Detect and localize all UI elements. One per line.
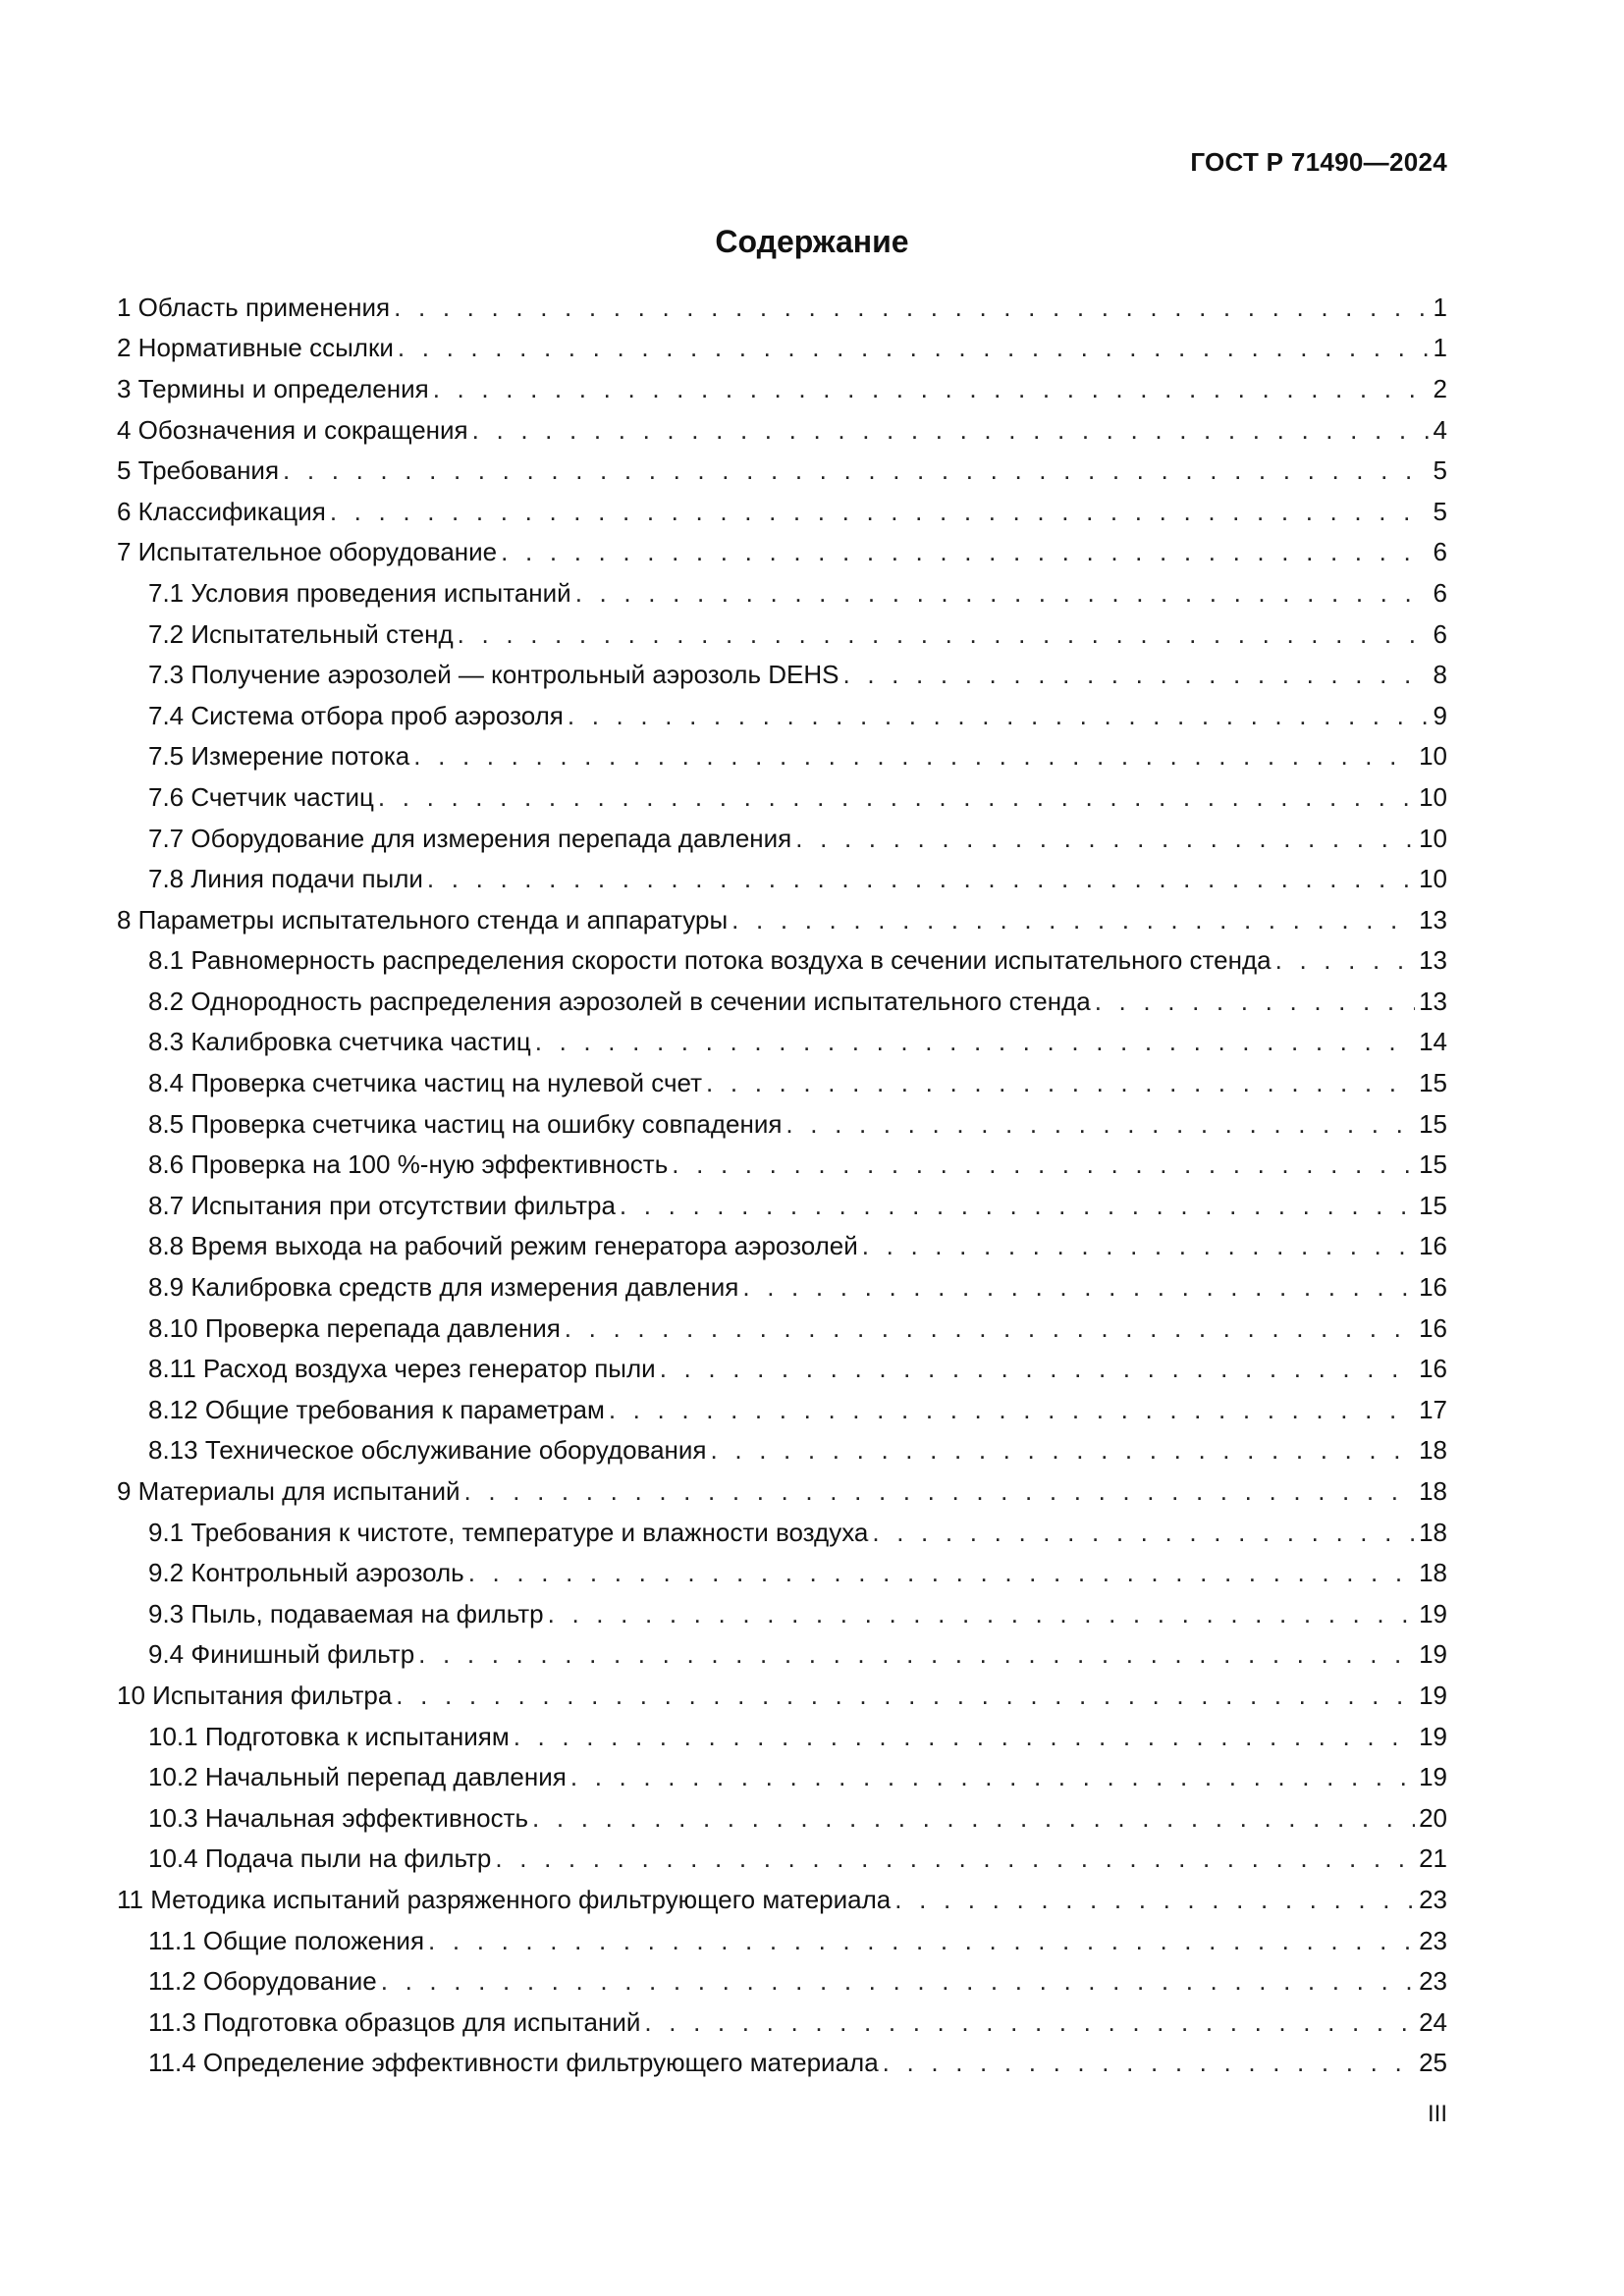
toc-dot-leader bbox=[575, 578, 1430, 608]
toc-entry-title: 11 Методика испытаний разряженного фильтрующего материала bbox=[117, 1884, 892, 1914]
toc-entry-page: 13 bbox=[1419, 986, 1447, 1016]
toc-entry-title: 7.8 Линия подачи пыли bbox=[148, 864, 423, 894]
toc-entry-page: 17 bbox=[1419, 1394, 1447, 1424]
toc-entry[interactable] bbox=[117, 532, 1447, 573]
toc-entry[interactable] bbox=[117, 368, 1447, 409]
toc-entry[interactable] bbox=[117, 614, 1447, 655]
toc-entry-title: 2 Нормативные ссылки bbox=[117, 333, 394, 363]
toc-entry-page: 15 bbox=[1419, 1068, 1447, 1098]
toc-entry-title: 10.1 Подготовка к испытаниям bbox=[148, 1721, 510, 1751]
toc-entry-title: 8.3 Калибровка счетчика частиц bbox=[148, 1027, 531, 1057]
toc-dot-leader bbox=[394, 293, 1429, 322]
toc-dot-leader bbox=[731, 905, 1415, 934]
toc-entry-page: 10 bbox=[1419, 864, 1447, 894]
toc-entry[interactable] bbox=[117, 1552, 1447, 1593]
toc-entry[interactable] bbox=[117, 1226, 1447, 1267]
toc-entry-page: 19 bbox=[1419, 1639, 1447, 1670]
toc-entry[interactable] bbox=[117, 1185, 1447, 1226]
toc-entry[interactable] bbox=[117, 1879, 1447, 1920]
toc-entry-title: 7.4 Система отбора проб аэрозоля bbox=[148, 700, 564, 730]
toc-entry-title: 11.2 Оборудование bbox=[148, 1966, 377, 1997]
toc-entry[interactable] bbox=[117, 2043, 1447, 2084]
toc-entry-page: 9 bbox=[1433, 700, 1447, 730]
toc-entry-title: 9.2 Контрольный аэрозоль bbox=[148, 1558, 464, 1588]
toc-entry[interactable] bbox=[117, 1103, 1447, 1145]
toc-entry-page: 13 bbox=[1419, 945, 1447, 976]
toc-entry-page: 5 bbox=[1433, 455, 1447, 486]
toc-entry-page: 1 bbox=[1433, 333, 1447, 363]
toc-entry-page: 16 bbox=[1419, 1312, 1447, 1343]
toc-entry-title: 10 Испытания фильтра bbox=[117, 1680, 393, 1710]
toc-entry-title: 7.3 Получение аэрозолей — контрольный аэрозоль DEHS bbox=[148, 660, 839, 690]
toc-entry-title: 11.3 Подготовка образцов для испытаний bbox=[148, 2006, 641, 2037]
toc-entry[interactable] bbox=[117, 1593, 1447, 1634]
toc-dot-leader bbox=[742, 1272, 1415, 1302]
toc-dot-leader bbox=[883, 2048, 1415, 2077]
toc-entry[interactable] bbox=[117, 1308, 1447, 1349]
toc-entry-page: 21 bbox=[1419, 1843, 1447, 1874]
toc-dot-leader bbox=[428, 1926, 1415, 1955]
toc-dot-leader bbox=[532, 1803, 1415, 1833]
toc-dot-leader bbox=[894, 1885, 1415, 1914]
toc-dot-leader bbox=[283, 455, 1430, 485]
toc-entry[interactable] bbox=[117, 940, 1447, 982]
toc-entry[interactable] bbox=[117, 491, 1447, 532]
toc-dot-leader bbox=[568, 701, 1430, 730]
toc-dot-leader bbox=[472, 415, 1430, 445]
toc-entry-page: 4 bbox=[1433, 414, 1447, 445]
toc-dot-leader bbox=[620, 1191, 1415, 1220]
toc-dot-leader bbox=[381, 1966, 1415, 1996]
toc-entry-page: 8 bbox=[1433, 660, 1447, 690]
toc-entry[interactable] bbox=[117, 287, 1447, 328]
toc-entry-page: 6 bbox=[1433, 618, 1447, 649]
toc-entry-title: 7.1 Условия проведения испытаний bbox=[148, 577, 571, 608]
toc-entry-page: 24 bbox=[1419, 2006, 1447, 2037]
toc-entry[interactable] bbox=[117, 736, 1447, 777]
toc-entry[interactable] bbox=[117, 450, 1447, 491]
toc-entry[interactable] bbox=[117, 1022, 1447, 1063]
toc-entry-page: 1 bbox=[1433, 292, 1447, 322]
toc-dot-leader bbox=[433, 374, 1430, 403]
toc-entry[interactable] bbox=[117, 776, 1447, 818]
toc-entry-page: 13 bbox=[1419, 904, 1447, 934]
toc-entry[interactable] bbox=[117, 1512, 1447, 1553]
toc-entry-title: 7.6 Счетчик частиц bbox=[148, 781, 374, 812]
toc-entry[interactable] bbox=[117, 1920, 1447, 1961]
toc-entry-title: 7.7 Оборудование для измерения перепада давления bbox=[148, 823, 792, 853]
toc-entry-page: 6 bbox=[1433, 537, 1447, 567]
toc-dot-leader bbox=[672, 1149, 1415, 1179]
toc-entry-page: 10 bbox=[1419, 781, 1447, 812]
toc-dot-leader bbox=[418, 1639, 1415, 1669]
toc-dot-leader bbox=[1095, 987, 1415, 1016]
toc-dot-leader bbox=[565, 1313, 1415, 1343]
toc-dot-leader bbox=[706, 1068, 1415, 1097]
toc-dot-leader bbox=[609, 1395, 1415, 1424]
toc-entry-title: 6 Классификация bbox=[117, 496, 326, 526]
toc-dot-leader bbox=[872, 1518, 1415, 1547]
toc-entry-title: 7 Испытательное оборудование bbox=[117, 537, 498, 567]
toc-dot-leader bbox=[468, 1558, 1415, 1587]
toc-entry-title: 1 Область применения bbox=[117, 292, 391, 322]
toc-entry[interactable] bbox=[117, 572, 1447, 614]
toc-entry-title: 7.5 Измерение потока bbox=[148, 741, 410, 772]
toc-dot-leader bbox=[398, 333, 1430, 362]
toc-entry-title: 10.4 Подача пыли на фильтр bbox=[148, 1843, 492, 1874]
toc-entry-page: 15 bbox=[1419, 1149, 1447, 1180]
toc-entry[interactable] bbox=[117, 1470, 1447, 1512]
toc-entry[interactable] bbox=[117, 1756, 1447, 1797]
toc-entry[interactable] bbox=[117, 1430, 1447, 1471]
toc-dot-leader bbox=[378, 782, 1415, 812]
toc-entry-page: 16 bbox=[1419, 1354, 1447, 1384]
toc-entry-page: 23 bbox=[1419, 1966, 1447, 1997]
toc-entry-title: 8.9 Калибровка средств для измерения давления bbox=[148, 1272, 739, 1303]
toc-entry[interactable] bbox=[117, 1634, 1447, 1676]
toc-entry-title: 8.8 Время выхода на рабочий режим генератора аэрозолей bbox=[148, 1231, 858, 1261]
toc-dot-leader bbox=[495, 1843, 1415, 1873]
toc-entry-page: 10 bbox=[1419, 741, 1447, 772]
toc-entry-page: 19 bbox=[1419, 1598, 1447, 1629]
toc-dot-leader bbox=[396, 1681, 1415, 1710]
toc-dot-leader bbox=[644, 2007, 1415, 2037]
toc-dot-leader bbox=[570, 1762, 1415, 1791]
table-of-contents bbox=[117, 287, 1447, 2083]
toc-dot-leader bbox=[795, 824, 1415, 853]
toc-entry-title: 8.1 Равномерность распределения скорости потока воздуха в сечении испытательного стенда bbox=[148, 945, 1272, 976]
toc-dot-leader bbox=[842, 660, 1429, 689]
toc-entry-page: 18 bbox=[1419, 1517, 1447, 1547]
toc-entry-title: 8.12 Общие требования к параметрам bbox=[148, 1394, 605, 1424]
toc-entry[interactable] bbox=[117, 1062, 1447, 1103]
toc-entry[interactable] bbox=[117, 409, 1447, 451]
document-number: ГОСТ Р 71490—2024 bbox=[1190, 147, 1447, 177]
toc-entry[interactable] bbox=[117, 899, 1447, 940]
toc-entry-title: 8.13 Техническое обслуживание оборудования bbox=[148, 1435, 707, 1466]
toc-dot-leader bbox=[514, 1722, 1415, 1751]
toc-entry-title: 11.1 Общие положения bbox=[148, 1925, 425, 1955]
toc-entry-page: 19 bbox=[1419, 1721, 1447, 1751]
toc-entry-title: 3 Термины и определения bbox=[117, 373, 429, 403]
toc-entry-page: 2 bbox=[1433, 373, 1447, 403]
toc-dot-leader bbox=[413, 741, 1415, 771]
toc-entry[interactable] bbox=[117, 1348, 1447, 1389]
toc-entry-title: 9.4 Финишный фильтр bbox=[148, 1639, 415, 1670]
toc-entry-title: 4 Обозначения и сокращения bbox=[117, 414, 468, 445]
toc-entry[interactable] bbox=[117, 654, 1447, 695]
toc-entry-page: 20 bbox=[1419, 1802, 1447, 1833]
toc-dot-leader bbox=[464, 1476, 1416, 1506]
toc-entry-title: 10.2 Начальный перепад давления bbox=[148, 1762, 567, 1792]
toc-entry-page: 16 bbox=[1419, 1231, 1447, 1261]
toc-entry-page: 5 bbox=[1433, 496, 1447, 526]
toc-entry-title: 9.3 Пыль, подаваемая на фильтр bbox=[148, 1598, 544, 1629]
toc-entry-title: 8.4 Проверка счетчика частиц на нулевой счет bbox=[148, 1068, 703, 1098]
toc-entry-page: 19 bbox=[1419, 1762, 1447, 1792]
toc-entry[interactable] bbox=[117, 981, 1447, 1022]
toc-entry-page: 18 bbox=[1419, 1476, 1447, 1507]
toc-entry-page: 15 bbox=[1419, 1190, 1447, 1220]
toc-entry-page: 15 bbox=[1419, 1108, 1447, 1139]
toc-entry[interactable] bbox=[117, 695, 1447, 736]
toc-dot-leader bbox=[535, 1027, 1415, 1056]
toc-entry-page: 14 bbox=[1419, 1027, 1447, 1057]
toc-entry[interactable] bbox=[117, 1389, 1447, 1430]
toc-dot-leader bbox=[711, 1435, 1416, 1465]
page-title: Содержание bbox=[715, 224, 909, 259]
toc-entry-page: 23 bbox=[1419, 1884, 1447, 1914]
toc-entry-title: 8.6 Проверка на 100 %-ную эффективность bbox=[148, 1149, 669, 1180]
toc-dot-leader bbox=[548, 1599, 1415, 1629]
toc-entry[interactable] bbox=[117, 1675, 1447, 1716]
toc-entry-title: 8.10 Проверка перепада давления bbox=[148, 1312, 561, 1343]
toc-entry[interactable] bbox=[117, 1266, 1447, 1308]
page-number: III bbox=[1427, 2101, 1447, 2127]
toc-entry[interactable] bbox=[117, 858, 1447, 899]
toc-entry-page: 18 bbox=[1419, 1558, 1447, 1588]
toc-entry[interactable] bbox=[117, 328, 1447, 369]
toc-entry-title: 8.7 Испытания при отсутствии фильтра bbox=[148, 1190, 616, 1220]
toc-dot-leader bbox=[330, 497, 1430, 526]
toc-entry[interactable] bbox=[117, 2002, 1447, 2043]
toc-entry-title: 9 Материалы для испытаний bbox=[117, 1476, 460, 1507]
toc-dot-leader bbox=[862, 1231, 1415, 1260]
toc-dot-leader bbox=[1275, 945, 1415, 975]
toc-dot-leader bbox=[660, 1354, 1415, 1383]
toc-entry-page: 23 bbox=[1419, 1925, 1447, 1955]
toc-dot-leader bbox=[458, 619, 1430, 649]
toc-dot-leader bbox=[785, 1109, 1415, 1139]
toc-entry[interactable] bbox=[117, 1797, 1447, 1839]
toc-dot-leader bbox=[427, 864, 1415, 893]
toc-entry-title: 8.11 Расход воздуха через генератор пыли bbox=[148, 1354, 656, 1384]
toc-entry-page: 18 bbox=[1419, 1435, 1447, 1466]
toc-entry-title: 8 Параметры испытательного стенда и аппаратуры bbox=[117, 904, 729, 934]
toc-entry-page: 6 bbox=[1433, 577, 1447, 608]
toc-entry-title: 7.2 Испытательный стенд bbox=[148, 618, 454, 649]
toc-entry-title: 9.1 Требования к чистоте, температуре и влажности воздуха bbox=[148, 1517, 869, 1547]
toc-entry-title: 8.5 Проверка счетчика частиц на ошибку совпадения bbox=[148, 1108, 783, 1139]
toc-entry-title: 11.4 Определение эффективности фильтрующего материала bbox=[148, 2048, 879, 2078]
toc-entry-title: 10.3 Начальная эффективность bbox=[148, 1802, 529, 1833]
toc-entry-title: 5 Требования bbox=[117, 455, 280, 486]
toc-entry-page: 19 bbox=[1419, 1680, 1447, 1710]
toc-entry-page: 25 bbox=[1419, 2048, 1447, 2078]
toc-entry-page: 10 bbox=[1419, 823, 1447, 853]
toc-entry[interactable] bbox=[117, 1144, 1447, 1185]
toc-entry-page: 16 bbox=[1419, 1272, 1447, 1303]
toc-dot-leader bbox=[501, 537, 1429, 566]
toc-entry[interactable] bbox=[117, 818, 1447, 859]
toc-entry[interactable] bbox=[117, 1839, 1447, 1880]
toc-entry[interactable] bbox=[117, 1716, 1447, 1757]
toc-entry-title: 8.2 Однородность распределения аэрозолей в сечении испытательного стенда bbox=[148, 986, 1091, 1016]
toc-entry[interactable] bbox=[117, 1960, 1447, 2002]
